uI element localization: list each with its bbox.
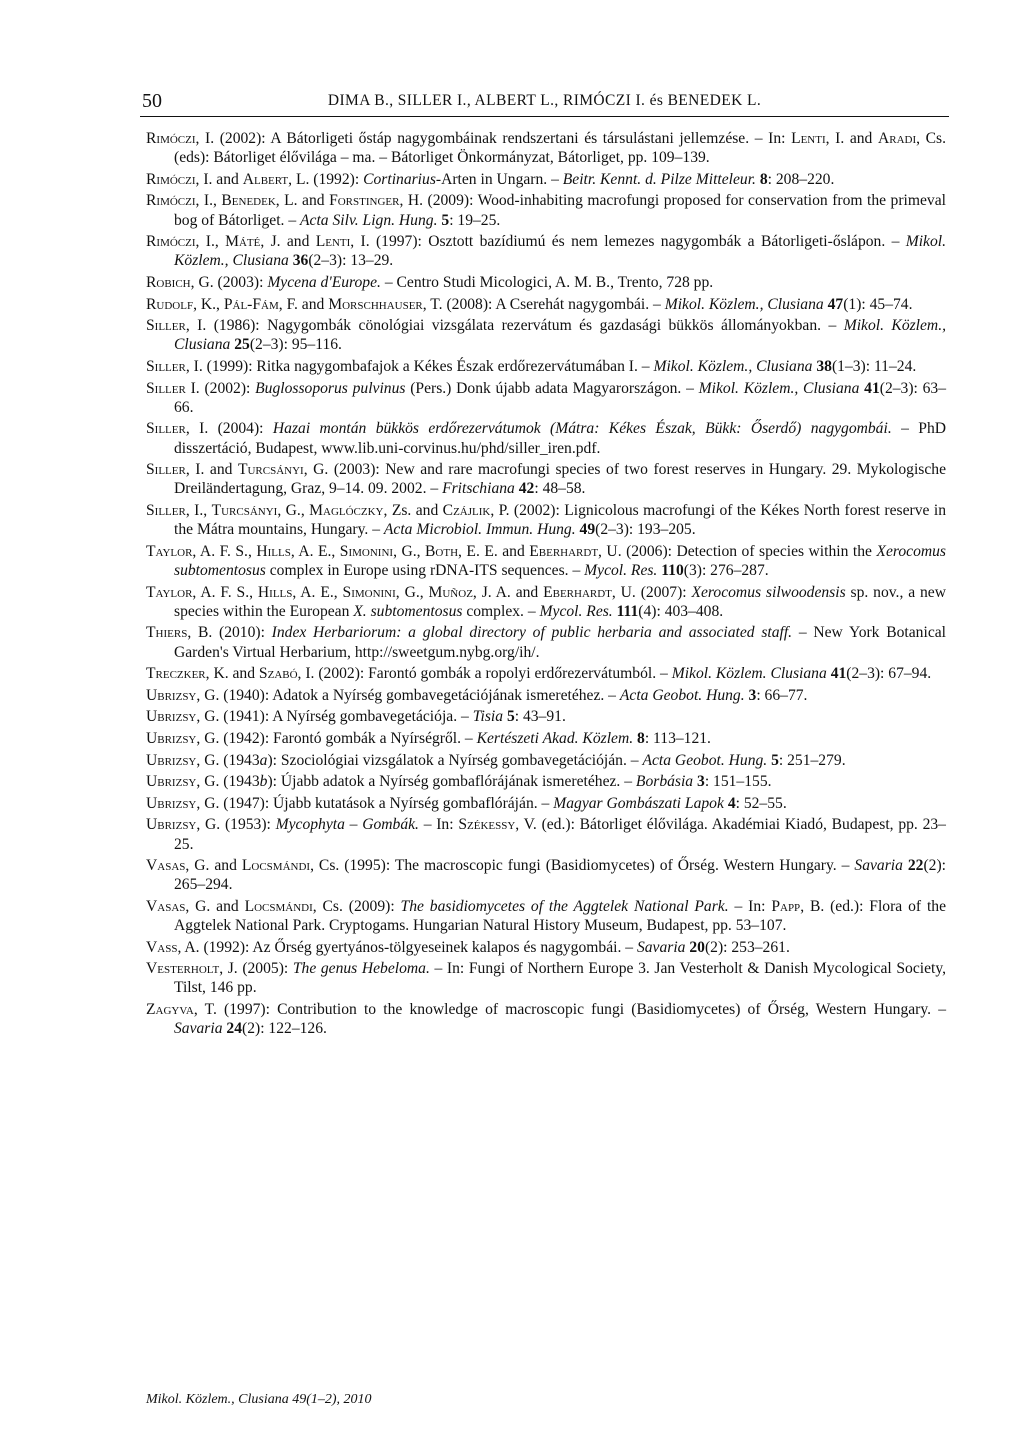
author-name: Ubrizsy xyxy=(146,773,197,791)
author-name: Thiers xyxy=(146,624,188,642)
italic-text: Mikol. Közlem., Clusiana xyxy=(174,317,946,354)
author-name: Morschhauser xyxy=(328,295,423,313)
author-name: Vass xyxy=(146,938,178,956)
reference-text: (2–3): 193–205. xyxy=(595,521,696,539)
reference-entry xyxy=(146,542,946,580)
reference-text: , J. A. and xyxy=(472,583,544,601)
reference-entry xyxy=(146,664,946,683)
author-name: Treczker xyxy=(146,665,206,683)
italic-text: The genus Hebeloma. xyxy=(292,960,430,978)
reference-text: , I., xyxy=(185,501,212,519)
reference-text: , I. (1997): Osztott bazídiumú és nem lemezes nagygombák a Bátorligeti-őslápon. – xyxy=(350,233,906,251)
reference-text: , G. and xyxy=(185,897,245,915)
reference-text: , G. and xyxy=(185,857,242,875)
author-name: Maglóczky xyxy=(309,501,384,519)
volume-number: 41 xyxy=(830,665,847,683)
author-name: Pál-Fám xyxy=(223,295,279,313)
reference-text: : 48–58. xyxy=(534,480,586,498)
reference-text: , I. and xyxy=(185,461,238,479)
reference-entry xyxy=(146,897,946,935)
reference-text: : 251–279. xyxy=(778,751,846,769)
author-name: Ubrizsy xyxy=(146,751,197,769)
reference-entry xyxy=(146,379,946,417)
author-name: Zagyva xyxy=(146,1001,194,1019)
volume-number: 4 xyxy=(727,794,736,812)
page-header xyxy=(140,86,949,117)
reference-text: (3): 276–287. xyxy=(683,561,769,579)
author-name: Lenti xyxy=(315,233,351,251)
reference-text: (2–3): 63–66. xyxy=(174,379,947,416)
author-name: Albert xyxy=(242,170,289,188)
reference-text: , I. (2002): Farontó gombák a ropolyi erdőrezervátumból. – xyxy=(297,665,672,683)
author-name: Vasas xyxy=(146,897,186,915)
author-name: Szabó xyxy=(258,665,298,683)
author-name: Siller xyxy=(146,357,186,375)
reference-text: (2–3): 13–29. xyxy=(308,252,394,270)
italic-text: The basidiomycetes of the Aggtelek National Park. xyxy=(400,897,729,915)
reference-text: (Pers.) Donk újabb adata Magyarországon. – xyxy=(405,379,699,397)
author-name: Aradi xyxy=(877,130,917,147)
reference-text: , B. (ed.): Flora of the Aggtelek National Park. Cryptogams. Hungarian Natural History Museum, Budapest, pp. 53–107. xyxy=(174,897,946,935)
reference-text: , G. (1943 xyxy=(196,773,260,791)
reference-text: , I. and xyxy=(825,130,878,147)
page-number: 50 xyxy=(142,90,162,112)
italic-text: Magyar Gombászati Lapok xyxy=(553,794,724,812)
reference-entry xyxy=(146,273,946,292)
reference-text: ): Szociológiai vizsgálatok a Nyírség gombavegetációján. – xyxy=(267,751,643,769)
reference-entry xyxy=(146,751,946,770)
reference-text: -Arten in Ungarn. – xyxy=(435,170,563,188)
reference-entry xyxy=(146,232,946,270)
reference-text: (2): 122–126. xyxy=(242,1020,327,1038)
author-name: Hills xyxy=(257,583,293,601)
reference-text: – Centro Studi Micologici, A. M. B., Trento, 728 pp. xyxy=(380,273,714,291)
reference-text: , T. (1997): Contribution to the knowledge of macroscopic fungi (Basidiomycetes) of Őrség, Western Hungary. – xyxy=(193,1001,946,1019)
reference-text: (2–3): 67–94. xyxy=(846,665,932,683)
reference-text: , K. and xyxy=(205,665,259,683)
author-name: Papp xyxy=(771,897,801,915)
volume-number: 22 xyxy=(907,857,924,875)
reference-text: – In: Fungi of Northern Europe 3. Jan Vesterholt & Danish Mycological Society, Tilst, 146 pp. xyxy=(174,960,947,997)
running-head: DIMA B., SILLER I., ALBERT L., RIMÓCZI I. és BENEDEK L. xyxy=(327,92,762,109)
italic-text: Beitr. Kennt. d. Pilze Mitteleur. xyxy=(562,170,756,188)
author-name: Siller xyxy=(146,317,186,335)
reference-text: complex in Europe using rDNA-ITS sequences. – xyxy=(265,561,585,579)
author-name: Székessy xyxy=(458,816,516,834)
reference-entry xyxy=(146,316,946,354)
author-name: Hills xyxy=(256,542,291,560)
author-name: Robich xyxy=(146,273,191,291)
reference-text: (4): 403–408. xyxy=(638,602,724,620)
italic-text: Savaria xyxy=(174,1020,223,1038)
reference-entry xyxy=(146,191,946,229)
reference-entry xyxy=(146,501,946,539)
reference-entry xyxy=(146,794,946,813)
reference-text: , I., xyxy=(195,233,226,251)
reference-text: , I. (2004): xyxy=(185,420,273,438)
volume-number: 20 xyxy=(689,938,705,956)
author-name: Siller xyxy=(146,420,186,438)
reference-text: : 66–77. xyxy=(756,686,808,704)
reference-text: (2): 265–294. xyxy=(174,857,946,894)
reference-text: , T. (2008): A Cserehát nagygombái. – xyxy=(422,295,665,313)
reference-text: , Cs. (1995): The macroscopic fungi (Basidiomycetes) of Őrség. Western Hungary. – xyxy=(310,857,855,875)
author-name: Muñoz xyxy=(428,583,473,601)
reference-list xyxy=(146,129,946,1041)
author-name: Rimóczi xyxy=(146,130,196,147)
author-name: Rudolf xyxy=(146,295,194,313)
italic-text: Mycena d'Europe. xyxy=(267,273,381,291)
author-name: Vasas xyxy=(146,857,186,875)
author-name: Czájlik xyxy=(442,501,491,519)
reference-text: , F. and xyxy=(278,295,329,313)
reference-text: , V. (ed.): Bátorliget élővilága. Akadémiai Kiadó, Budapest, pp. 23–25. xyxy=(174,816,946,853)
reference-text: , K., xyxy=(193,295,224,313)
author-name: Rimóczi xyxy=(146,233,196,251)
author-name: Ubrizsy xyxy=(146,708,197,726)
reference-text: , A. (1992): Az Őrség gyertyános-tölgyeseinek kalapos és nagygombái. – xyxy=(177,938,637,956)
reference-text: : 151–155. xyxy=(704,773,772,791)
reference-text: , Cs. (eds): Bátorliget élővilága – ma. – Bátorliget Önkormányzat, Bátorliget, pp. 109–139. xyxy=(174,130,946,167)
volume-number: 3 xyxy=(748,686,757,704)
reference-entry xyxy=(146,815,946,853)
reference-text: (2–3): 95–116. xyxy=(249,336,342,354)
reference-entry xyxy=(146,583,946,621)
reference-text: , Zs. and xyxy=(383,501,443,519)
reference-entry xyxy=(146,707,946,726)
reference-text: , G. (1941): A Nyírség gombavegetációja. – xyxy=(196,708,473,726)
reference-text: , Cs. (2009): xyxy=(312,897,401,915)
reference-text: , P. (2002): Lignicolous macrofungi of the Kékes North forest reserve in the Mátra mountains, Hungary. – xyxy=(174,501,946,539)
italic-text: Xerocomus subtomentosus xyxy=(174,542,946,579)
author-name: Taylor xyxy=(146,542,193,560)
reference-entry xyxy=(146,938,946,957)
reference-text: , A. F. S., xyxy=(192,583,258,601)
italic-text: Mycol. Res. xyxy=(584,561,658,579)
italic-text: Mikol. Közlem., Clusiana xyxy=(664,295,824,313)
volume-number: 42 xyxy=(518,480,535,498)
italic-text: Mikol. Közlem. Clusiana xyxy=(671,665,827,683)
volume-number: 5 xyxy=(506,708,515,726)
italic-text: Mikol. Közlem., Clusiana xyxy=(174,233,946,270)
italic-text: Savaria xyxy=(636,938,686,956)
reference-text: , G., xyxy=(393,542,426,560)
reference-text: , G. (1943 xyxy=(196,751,260,769)
volume-number: 24 xyxy=(226,1020,243,1038)
reference-entry xyxy=(146,772,946,791)
reference-text: : 19–25. xyxy=(449,211,501,229)
italic-text: Tisia xyxy=(472,708,504,726)
reference-entry xyxy=(146,460,946,498)
reference-text: , G. (1953): xyxy=(196,816,276,834)
reference-text: , G. (2003): New and rare macrofungi species of two forest reserves in Hungary. 29. Mykologische Dreiländertagung, Graz, 9–14. 09. 2002. – xyxy=(174,461,947,498)
reference-text: , G. (1942): Farontó gombák a Nyírségről. – xyxy=(196,729,477,747)
author-name: Taylor xyxy=(146,583,193,601)
author-name: Siller xyxy=(146,461,186,479)
reference-text: , I., xyxy=(195,192,222,210)
reference-text: , G., xyxy=(395,583,429,601)
reference-text: (2): 253–261. xyxy=(704,938,790,956)
author-name: Simonini xyxy=(339,542,394,560)
volume-number: 110 xyxy=(661,561,684,579)
reference-entry xyxy=(146,129,946,167)
reference-text: I. (2002): xyxy=(185,379,256,397)
reference-text: , I. (1999): Ritka nagygombafajok a Kékes Észak erdőrezervátumában I. – xyxy=(185,357,654,375)
italic-text: X. subtomentosus xyxy=(353,602,463,620)
reference-text: – PhD disszertáció, Budapest, www.lib.uni-corvinus.hu/phd/siller_iren.pdf. xyxy=(174,420,947,457)
author-name: Ubrizsy xyxy=(146,794,197,812)
volume-number: 5 xyxy=(441,211,450,229)
italic-text: Kertészeti Akad. Közlem. xyxy=(476,729,634,747)
italic-text: Acta Geobot. Hung. xyxy=(619,686,745,704)
author-name: Forstinger xyxy=(329,192,400,210)
reference-entry xyxy=(146,623,946,661)
reference-text: , U. (2007): xyxy=(611,583,692,601)
volume-number: 111 xyxy=(616,602,639,620)
author-name: Eberhardt xyxy=(543,583,612,601)
italic-text: b xyxy=(259,773,268,791)
reference-text: , A. F. S., xyxy=(192,542,257,560)
author-name: Turcsányi xyxy=(237,461,304,479)
author-name: Benedek xyxy=(221,192,276,210)
reference-entry xyxy=(146,1000,946,1038)
italic-text: Index Herbariorum: a global directory of public herbaria and associated staff. xyxy=(271,624,793,642)
reference-text: , L. (1992): xyxy=(288,170,364,188)
italic-text: Mikol. Közlem., Clusiana xyxy=(653,357,813,375)
italic-text: Savaria xyxy=(854,857,903,875)
italic-text: Acta Silv. Lign. Hung. xyxy=(300,211,438,229)
reference-text: sp. nov., a new species within the European xyxy=(174,583,946,620)
reference-entry xyxy=(146,357,946,376)
italic-text: Acta Geobot. Hung. xyxy=(642,751,768,769)
reference-entry xyxy=(146,856,946,894)
reference-text: , B. (2010): xyxy=(187,624,272,642)
reference-text: , G. (1947): Újabb kutatások a Nyírség gombaflóráján. – xyxy=(196,794,554,812)
volume-number: 3 xyxy=(697,773,705,791)
reference-text: – New York Botanical Garden's Virtual Herbarium, http://sweetgum.nybg.org/ih/. xyxy=(174,624,946,661)
italic-text: Buglossoporus pulvinus xyxy=(255,379,406,397)
reference-entry xyxy=(146,419,946,457)
volume-number: 25 xyxy=(234,336,250,354)
author-name: Lenti xyxy=(791,130,826,147)
italic-text: Cortinarius xyxy=(363,170,436,188)
reference-text: , E. E. and xyxy=(458,542,530,560)
volume-number: 49 xyxy=(579,521,596,539)
italic-text: Hazai montán bükkös erdőrezervátumok (Mátra: Kékes Észak, Bükk: Őserdő) nagygombái. xyxy=(272,420,892,438)
author-name: Ubrizsy xyxy=(146,816,197,834)
reference-text: , L. and xyxy=(275,192,330,210)
author-name: Turcsányi xyxy=(211,501,278,519)
italic-text: Borbásia xyxy=(635,773,694,791)
reference-text: , G. (1940): Adatok a Nyírség gombavegetációjának ismeretéhez. – xyxy=(196,686,620,704)
volume-number: 8 xyxy=(637,729,645,747)
author-name: Locsmándi xyxy=(241,857,311,875)
reference-text: , I. (2002): A Bátorligeti őstáp nagygombáinak rendszertani és társulástani jellemzése. – In: xyxy=(195,130,792,147)
reference-text: , I. and xyxy=(195,170,243,188)
italic-text: Acta Microbiol. Immun. Hung. xyxy=(383,521,576,539)
reference-text: : 43–91. xyxy=(514,708,566,726)
author-name: Siller xyxy=(146,501,186,519)
reference-text: , A. E., xyxy=(290,542,340,560)
volume-number: 41 xyxy=(864,379,880,397)
italic-text: Mikol. Közlem., Clusiana xyxy=(698,379,860,397)
reference-text: , J. and xyxy=(260,233,316,251)
reference-text: : 208–220. xyxy=(767,170,835,188)
author-name: Vesterholt xyxy=(146,960,220,978)
reference-text: – In: xyxy=(728,897,772,915)
reference-text: , H. (2009): Wood-inhabiting macrofungi proposed for conservation from the primeval bog of Bátorliget. – xyxy=(174,192,946,229)
author-name: Both xyxy=(425,542,459,560)
author-name: Rimóczi xyxy=(146,192,196,210)
author-name: Rimóczi xyxy=(146,170,196,188)
reference-text: (1): 45–74. xyxy=(843,295,913,313)
reference-text: : 113–121. xyxy=(644,729,711,747)
reference-entry xyxy=(146,959,946,997)
italic-text: a xyxy=(259,751,268,769)
author-name: Siller xyxy=(146,379,186,397)
reference-text: , I. (1986): Nagygombák cönológiai vizsgálata rezervátum és gazdasági bükkös állományokban. – xyxy=(185,317,844,335)
author-name: Ubrizsy xyxy=(146,729,197,747)
author-name: Simonini xyxy=(342,583,396,601)
reference-text: , J. (2005): xyxy=(219,960,293,978)
italic-text: Mycol. Res. xyxy=(539,602,613,620)
italic-text: Mycophyta – Gombák. xyxy=(275,816,419,834)
reference-text: ): Újabb adatok a Nyírség gombaflórájának ismeretéhez. – xyxy=(267,773,636,791)
volume-number: 8 xyxy=(759,170,768,188)
author-name: Máté xyxy=(225,233,261,251)
reference-entry xyxy=(146,686,946,705)
author-name: Locsmándi xyxy=(244,897,313,915)
author-name: Ubrizsy xyxy=(146,686,197,704)
reference-text: , U. (2006): Detection of species within the xyxy=(598,542,877,560)
reference-text: : 52–55. xyxy=(735,794,787,812)
reference-text: – In: xyxy=(418,816,459,834)
volume-number: 38 xyxy=(816,357,832,375)
reference-entry xyxy=(146,295,946,314)
reference-text: , G. (2003): xyxy=(190,273,268,291)
reference-text: complex. – xyxy=(462,602,540,620)
italic-text: Fritschiana xyxy=(442,480,515,498)
volume-number: 5 xyxy=(771,751,779,769)
volume-number: 36 xyxy=(292,252,309,270)
reference-text: , G., xyxy=(277,501,310,519)
reference-entry xyxy=(146,729,946,748)
italic-text: Xerocomus silwoodensis xyxy=(691,583,846,601)
reference-entry xyxy=(146,170,946,189)
reference-text: (1–3): 11–24. xyxy=(831,357,917,375)
author-name: Eberhardt xyxy=(529,542,599,560)
reference-text: , A. E., xyxy=(292,583,343,601)
journal-footer: Mikol. Közlem., Clusiana 49(1–2), 2010 xyxy=(146,1392,372,1407)
volume-number: 47 xyxy=(827,295,844,313)
